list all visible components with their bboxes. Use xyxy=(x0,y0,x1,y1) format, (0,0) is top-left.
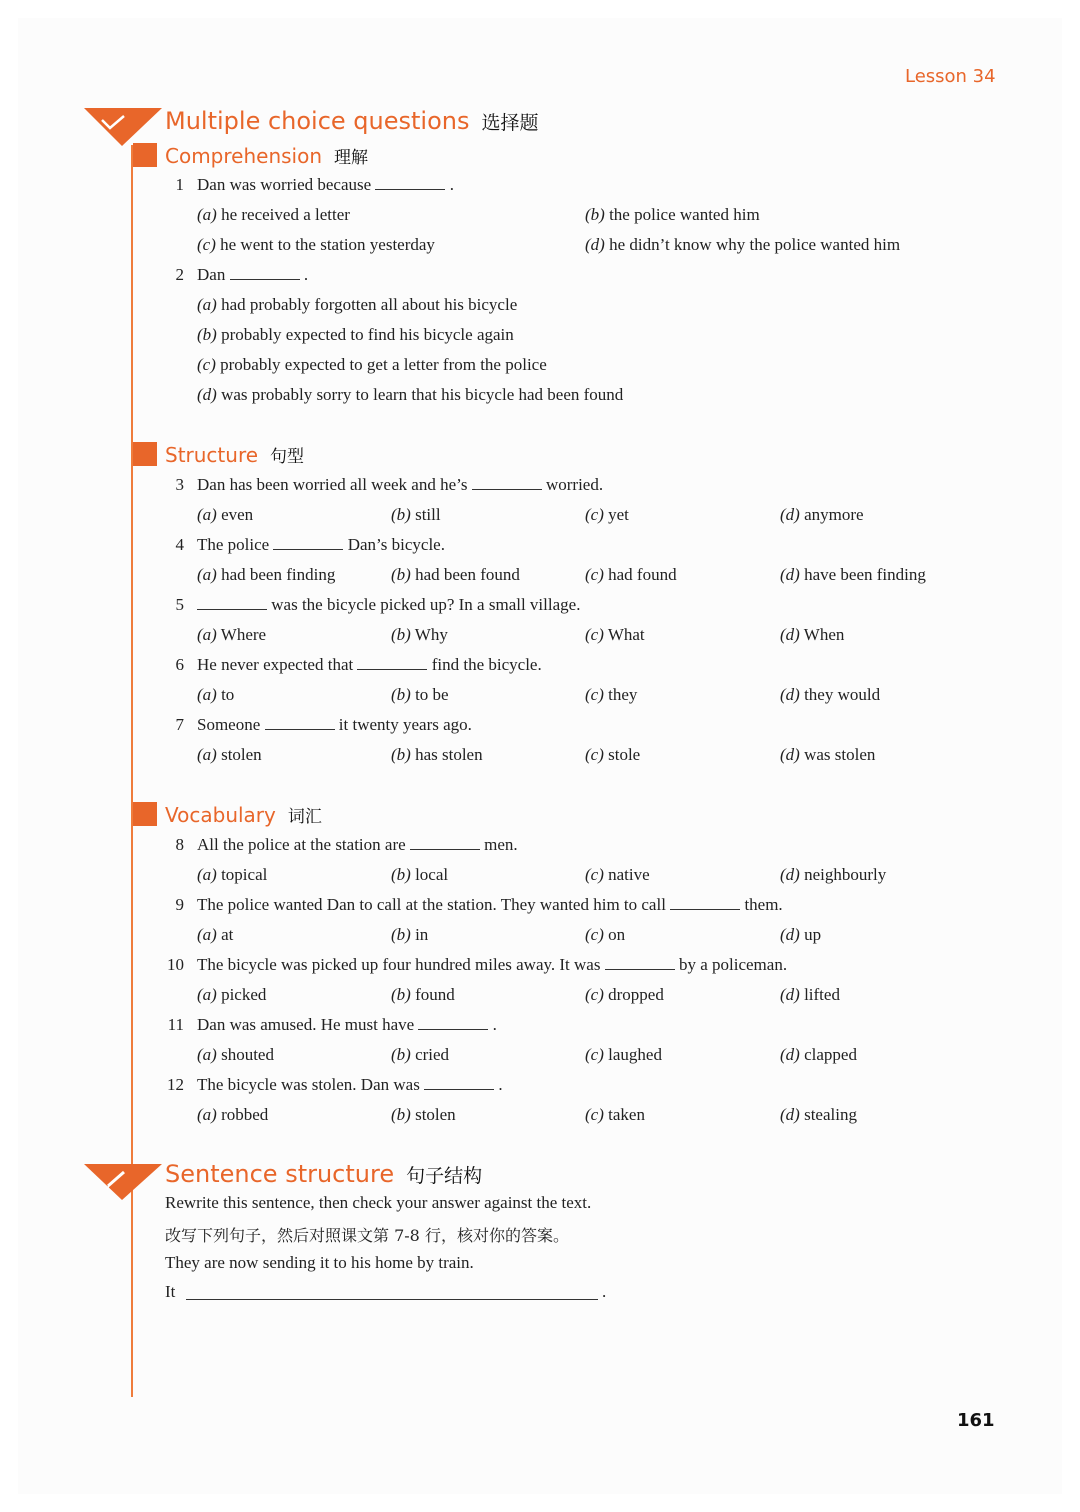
answer-blank[interactable] xyxy=(375,175,445,190)
answer-blank[interactable] xyxy=(418,1015,488,1030)
option-letter: (a) xyxy=(197,565,217,584)
option-letter: (a) xyxy=(197,925,217,944)
option-text: has stolen xyxy=(415,745,483,764)
option-text: was stolen xyxy=(804,745,876,764)
option-text: to be xyxy=(415,685,449,704)
question-post: it twenty years ago. xyxy=(338,715,472,734)
option-letter: (c) xyxy=(585,625,604,644)
question-number: 2 xyxy=(175,265,184,284)
option xyxy=(391,1045,449,1065)
option xyxy=(197,1045,274,1065)
option-text: on xyxy=(608,925,626,944)
mcq-title: Multiple choice questions xyxy=(165,107,470,135)
option-text: lifted xyxy=(804,985,840,1004)
option-letter: (d) xyxy=(780,685,800,704)
question-number: 12 xyxy=(167,1075,184,1094)
sentence-structure-heading xyxy=(165,1160,482,1188)
question-pre: Someone xyxy=(197,715,261,734)
option-letter: (c) xyxy=(585,865,604,884)
page-number: 161 xyxy=(957,1410,995,1431)
option xyxy=(391,925,428,945)
option-text: taken xyxy=(608,1105,645,1124)
option xyxy=(585,1105,645,1125)
comprehension-heading xyxy=(165,143,368,168)
question-pre: Dan was worried because xyxy=(197,175,372,194)
question-text xyxy=(197,475,603,495)
option xyxy=(391,745,483,765)
option-text: topical xyxy=(221,865,268,884)
option xyxy=(585,985,664,1005)
option xyxy=(197,295,517,315)
option-text: laughed xyxy=(608,1045,662,1064)
option-text: Where xyxy=(220,625,267,644)
option xyxy=(780,625,844,645)
option-letter: (d) xyxy=(585,235,605,254)
option-letter: (c) xyxy=(197,355,216,374)
option xyxy=(391,685,449,705)
option xyxy=(780,925,821,945)
option-text: probably expected to find his bicycle again xyxy=(221,325,514,344)
answer-start: It xyxy=(165,1282,176,1301)
option-text: Why xyxy=(414,625,448,644)
option xyxy=(197,685,234,705)
question-number: 10 xyxy=(167,955,184,974)
question-text xyxy=(197,1075,503,1095)
option xyxy=(391,565,520,585)
option xyxy=(197,235,435,255)
sentence-structure-title: Sentence structure xyxy=(165,1160,395,1188)
question-text xyxy=(197,955,787,975)
option-text: local xyxy=(415,865,449,884)
option-letter: (b) xyxy=(391,685,411,704)
question-number: 5 xyxy=(175,595,184,614)
option-text: he didn’t know why the police wanted him xyxy=(609,235,901,254)
option-letter: (a) xyxy=(197,865,217,884)
option-text: cried xyxy=(415,1045,450,1064)
lesson-label: Lesson 34 xyxy=(905,66,996,87)
question-post: by a policeman. xyxy=(678,955,788,974)
option xyxy=(197,625,266,645)
option xyxy=(391,505,441,525)
option xyxy=(585,1045,662,1065)
option xyxy=(585,745,640,765)
option-letter: (a) xyxy=(197,295,217,314)
option-letter: (a) xyxy=(197,745,217,764)
question-post: find the bicycle. xyxy=(431,655,542,674)
question-number: 4 xyxy=(175,535,184,554)
option-letter: (b) xyxy=(391,1105,411,1124)
option xyxy=(780,505,864,525)
option-text: stealing xyxy=(804,1105,857,1124)
question-post: . xyxy=(498,1075,503,1094)
option-letter: (b) xyxy=(391,565,411,584)
question-post: men. xyxy=(484,835,518,854)
comprehension-title-zh: 理解 xyxy=(334,148,369,168)
vocabulary-heading xyxy=(165,802,322,827)
option-letter: (c) xyxy=(197,235,216,254)
option xyxy=(585,205,760,225)
option-text: they would xyxy=(804,685,881,704)
question-post: them. xyxy=(744,895,783,914)
question-post: worried. xyxy=(545,475,604,494)
option-letter: (c) xyxy=(585,685,604,704)
option xyxy=(391,865,448,885)
instruction-text-zh: 改写下列句子，然后对照课文第 7-8 行，核对你的答案。 xyxy=(165,1226,569,1245)
option-letter: (d) xyxy=(780,505,800,524)
sentence-structure-title-zh: 句子结构 xyxy=(406,1165,483,1187)
option-text: stolen xyxy=(415,1105,456,1124)
option xyxy=(197,985,266,1005)
margin-line xyxy=(131,145,133,1397)
answer-blank[interactable] xyxy=(472,475,542,490)
question-post: . xyxy=(449,175,454,194)
option-letter: (c) xyxy=(585,985,604,1004)
question-text xyxy=(197,1015,497,1035)
option xyxy=(585,565,677,585)
option xyxy=(780,1045,857,1065)
question-post: was the bicycle picked up? In a small village. xyxy=(271,595,581,614)
option-text: neighbourly xyxy=(804,865,887,884)
option xyxy=(780,865,886,885)
answer-blank[interactable] xyxy=(273,535,343,550)
question-pre: The police wanted Dan to call at the station. They wanted him to call xyxy=(197,895,666,914)
option-letter: (a) xyxy=(197,685,217,704)
answer-blank[interactable] xyxy=(357,655,427,670)
question-number: 6 xyxy=(175,655,184,674)
option xyxy=(197,865,267,885)
option-letter: (b) xyxy=(585,205,605,224)
option-text: robbed xyxy=(221,1105,269,1124)
option-text: yet xyxy=(608,505,629,524)
option-letter: (b) xyxy=(391,925,411,944)
option-text: he received a letter xyxy=(221,205,350,224)
question-pre: All the police at the station are xyxy=(197,835,406,854)
option-text: at xyxy=(221,925,234,944)
question-text xyxy=(197,715,472,735)
question-number: 8 xyxy=(175,835,184,854)
option-text: stolen xyxy=(221,745,262,764)
comprehension-marker xyxy=(133,143,157,167)
option-text: the police wanted him xyxy=(609,205,760,224)
option-text: What xyxy=(607,625,645,644)
question-post: Dan’s bicycle. xyxy=(347,535,445,554)
option-letter: (a) xyxy=(197,625,217,644)
option-letter: (a) xyxy=(197,1105,217,1124)
option-text: had found xyxy=(608,565,677,584)
question-text xyxy=(197,595,580,615)
question-number: 7 xyxy=(175,715,184,734)
source-sentence: They are now sending it to his home by train. xyxy=(165,1253,474,1272)
option-text: stole xyxy=(608,745,641,764)
question-pre: He never expected that xyxy=(197,655,354,674)
option-letter: (b) xyxy=(391,985,411,1004)
option-letter: (b) xyxy=(391,865,411,884)
answer-line[interactable] xyxy=(186,1299,598,1300)
option-letter: (d) xyxy=(780,865,800,884)
answer-blank[interactable] xyxy=(230,265,300,280)
option-letter: (b) xyxy=(391,1045,411,1064)
option xyxy=(780,985,840,1005)
option-text: he went to the station yesterday xyxy=(220,235,435,254)
question-number: 11 xyxy=(167,1015,184,1034)
vocabulary-title: Vocabulary xyxy=(165,803,276,827)
structure-marker xyxy=(133,442,157,466)
option xyxy=(585,625,645,645)
check-icon xyxy=(84,106,164,146)
option xyxy=(197,325,514,345)
option xyxy=(585,865,650,885)
option-letter: (c) xyxy=(585,565,604,584)
question-text xyxy=(197,175,454,195)
option-text: up xyxy=(804,925,822,944)
question-pre: Dan has been worried all week and he’s xyxy=(197,475,468,494)
question-text xyxy=(197,655,542,675)
option-letter: (c) xyxy=(585,745,604,764)
option-text: dropped xyxy=(608,985,664,1004)
answer-blank[interactable] xyxy=(197,595,267,610)
option-letter: (c) xyxy=(585,505,604,524)
mcq-title-zh: 选择题 xyxy=(481,112,539,134)
option-text: probably expected to get a letter from the police xyxy=(220,355,547,374)
option-letter: (c) xyxy=(585,1105,604,1124)
option-text: shouted xyxy=(221,1045,274,1064)
option-text: had probably forgotten all about his bicycle xyxy=(221,295,518,314)
answer-blank[interactable] xyxy=(265,715,335,730)
option-letter: (d) xyxy=(780,565,800,584)
question-text xyxy=(197,895,783,915)
option-letter: (b) xyxy=(197,325,217,344)
structure-title-zh: 句型 xyxy=(270,447,305,467)
question-post: . xyxy=(492,1015,497,1034)
vocabulary-title-zh: 词汇 xyxy=(287,807,322,827)
option-text: picked xyxy=(221,985,267,1004)
option-text: have been finding xyxy=(804,565,926,584)
question-pre: Dan xyxy=(197,265,226,284)
option xyxy=(197,745,262,765)
option-letter: (c) xyxy=(585,925,604,944)
option-text: anymore xyxy=(804,505,864,524)
option-letter: (c) xyxy=(585,1045,604,1064)
option-text: they xyxy=(608,685,638,704)
option xyxy=(197,505,253,525)
question-pre: The police xyxy=(197,535,270,554)
option xyxy=(585,925,625,945)
structure-heading xyxy=(165,442,304,467)
option xyxy=(585,235,900,255)
option-text: had been finding xyxy=(221,565,336,584)
option-letter: (b) xyxy=(391,505,411,524)
question-number: 3 xyxy=(175,475,184,494)
option-letter: (d) xyxy=(780,1045,800,1064)
option xyxy=(391,1105,456,1125)
option xyxy=(197,1105,268,1125)
option xyxy=(391,985,455,1005)
option-letter: (b) xyxy=(391,745,411,764)
option-text: to xyxy=(221,685,235,704)
option-letter: (a) xyxy=(197,205,217,224)
option xyxy=(197,355,547,375)
question-text xyxy=(197,265,308,285)
question-pre: The bicycle was picked up four hundred miles away. It was xyxy=(197,955,601,974)
option-text: found xyxy=(415,985,455,1004)
answer-blank[interactable] xyxy=(605,955,675,970)
option-letter: (d) xyxy=(780,1105,800,1124)
question-number: 1 xyxy=(175,175,184,194)
question-number: 9 xyxy=(175,895,184,914)
instruction-text: Rewrite this sentence, then check your answer against the text. xyxy=(165,1193,592,1212)
answer-blank[interactable] xyxy=(670,895,740,910)
option xyxy=(197,565,335,585)
option xyxy=(197,385,623,405)
pencil-icon xyxy=(84,1162,164,1200)
option-text: native xyxy=(608,865,650,884)
question-text xyxy=(197,835,518,855)
answer-blank[interactable] xyxy=(410,835,480,850)
vocabulary-marker xyxy=(133,802,157,826)
option-letter: (a) xyxy=(197,985,217,1004)
option-text: still xyxy=(415,505,441,524)
answer-end: . xyxy=(602,1282,607,1301)
option-text: had been found xyxy=(415,565,520,584)
option xyxy=(780,565,926,585)
structure-title: Structure xyxy=(165,443,259,467)
option-text: clapped xyxy=(804,1045,857,1064)
option-text: When xyxy=(803,625,845,644)
option xyxy=(780,685,880,705)
question-post: . xyxy=(303,265,309,284)
question-pre: Dan was amused. He must have xyxy=(197,1015,415,1034)
option xyxy=(585,505,629,525)
option xyxy=(780,1105,857,1125)
option-letter: (d) xyxy=(780,925,800,944)
comprehension-title: Comprehension xyxy=(165,144,323,168)
option-letter: (d) xyxy=(780,745,800,764)
option-letter: (b) xyxy=(391,625,411,644)
mcq-heading xyxy=(165,107,539,135)
option-letter: (a) xyxy=(197,1045,217,1064)
option-letter: (a) xyxy=(197,505,217,524)
option xyxy=(391,625,448,645)
option-text: even xyxy=(221,505,254,524)
option-text: was probably sorry to learn that his bicycle had been found xyxy=(221,385,624,404)
option xyxy=(197,205,350,225)
question-text xyxy=(197,535,445,555)
option xyxy=(780,745,875,765)
question-pre: The bicycle was stolen. Dan was xyxy=(197,1075,420,1094)
answer-blank[interactable] xyxy=(424,1075,494,1090)
option xyxy=(585,685,637,705)
option-letter: (d) xyxy=(197,385,217,404)
option-letter: (d) xyxy=(780,625,800,644)
option-text: in xyxy=(415,925,429,944)
option xyxy=(197,925,233,945)
option-letter: (d) xyxy=(780,985,800,1004)
